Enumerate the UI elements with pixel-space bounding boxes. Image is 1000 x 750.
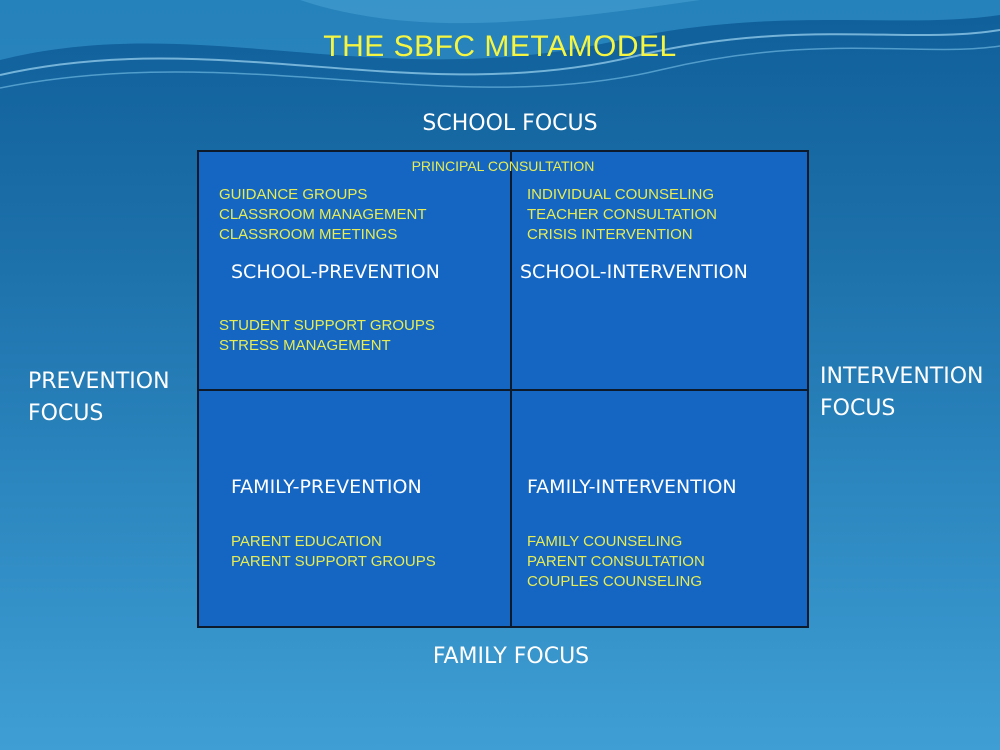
list-item: TEACHER CONSULTATION — [527, 206, 718, 223]
quadrant-label-family-prevention: FAMILY-PREVENTION — [231, 476, 422, 498]
axis-left-line2: FOCUS — [28, 401, 104, 426]
metamodel-matrix — [197, 150, 809, 628]
list-item: STUDENT SUPPORT GROUPS — [219, 317, 435, 334]
horizontal-divider — [199, 389, 807, 391]
slide-title: THE SBFC METAMODEL — [323, 30, 677, 63]
axis-label-intervention-focus — [820, 361, 995, 425]
principal-consultation-item: PRINCIPAL CONSULTATION — [411, 158, 595, 174]
list-item: COUPLES COUNSELING — [527, 573, 703, 590]
list-item: GUIDANCE GROUPS — [219, 186, 368, 203]
list-item: CLASSROOM MEETINGS — [219, 226, 398, 243]
school-prevention-items-bottom — [219, 316, 435, 356]
family-prevention-items — [231, 532, 436, 572]
list-item: INDIVIDUAL COUNSELING — [527, 186, 714, 203]
axis-label-prevention-focus — [28, 366, 198, 430]
list-item: PARENT CONSULTATION — [527, 553, 705, 570]
school-intervention-items — [527, 185, 717, 245]
list-item: FAMILY COUNSELING — [527, 533, 683, 550]
axis-label-school-focus: SCHOOL FOCUS — [422, 111, 598, 136]
list-item: PARENT EDUCATION — [231, 533, 382, 550]
list-item: CRISIS INTERVENTION — [527, 226, 693, 243]
axis-right-line1: INTERVENTION — [820, 364, 984, 389]
quadrant-label-school-intervention: SCHOOL-INTERVENTION — [520, 261, 748, 283]
axis-left-line1: PREVENTION — [28, 369, 170, 394]
list-item: CLASSROOM MANAGEMENT — [219, 206, 427, 223]
list-item: PARENT SUPPORT GROUPS — [231, 553, 436, 570]
axis-right-line2: FOCUS — [820, 396, 896, 421]
quadrant-label-school-prevention: SCHOOL-PREVENTION — [231, 261, 440, 283]
school-prevention-items-top — [219, 185, 427, 245]
axis-label-family-focus: FAMILY FOCUS — [432, 644, 590, 669]
family-intervention-items — [527, 532, 705, 592]
list-item: STRESS MANAGEMENT — [219, 337, 391, 354]
quadrant-label-family-intervention: FAMILY-INTERVENTION — [527, 476, 737, 498]
